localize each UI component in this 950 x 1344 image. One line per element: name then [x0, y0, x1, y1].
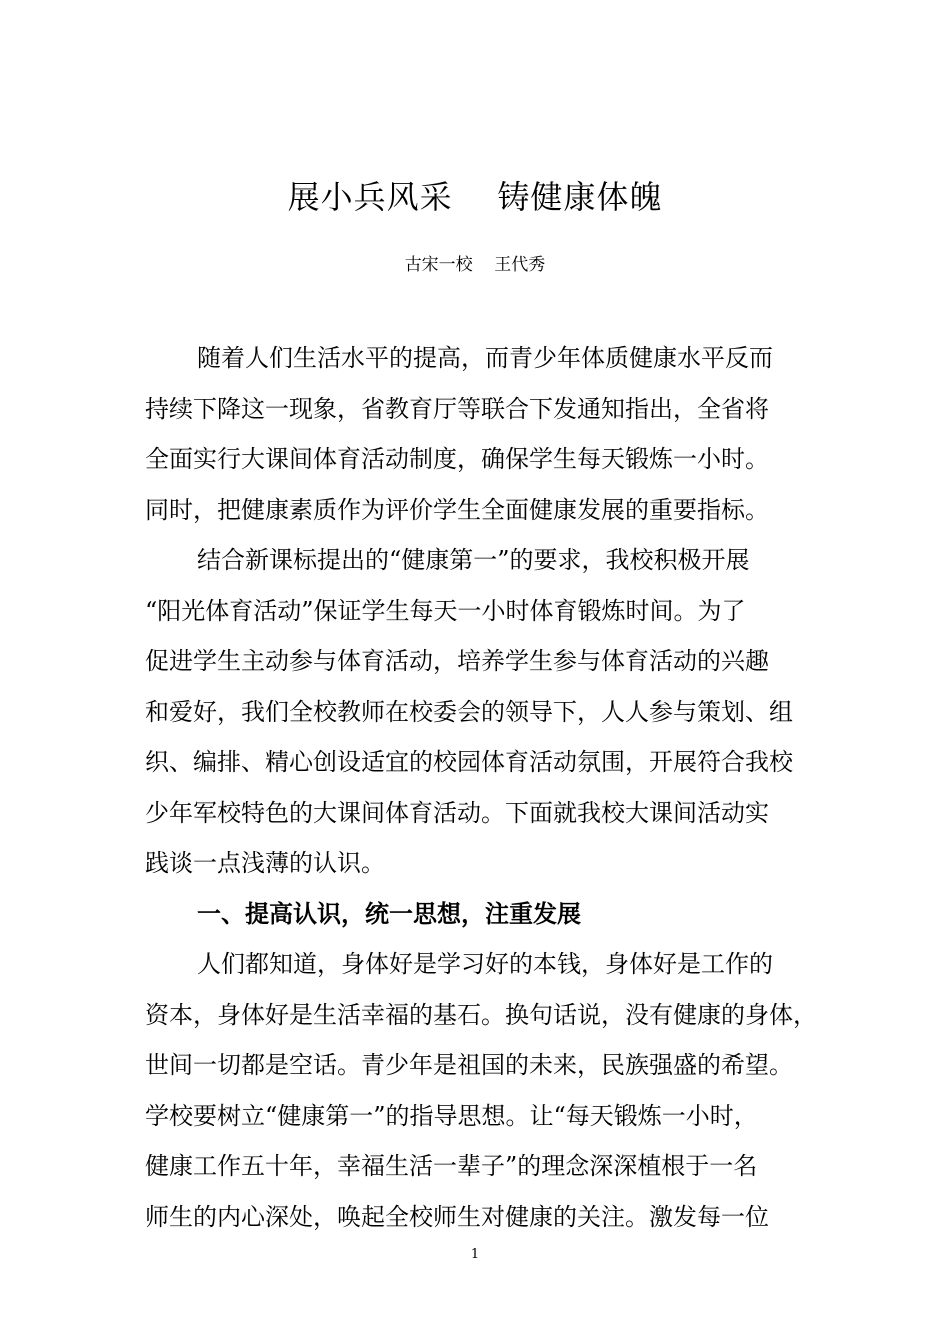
section-heading: 一、提高认识，统一思想，注重发展	[197, 899, 581, 928]
paragraph-line: 同时，把健康素质作为评价学生全面健康发展的重要指标。	[145, 495, 769, 524]
paragraph-line: 和爱好，我们全校教师在校委会的领导下，人人参与策划、组	[145, 697, 793, 726]
paragraph-line: 学校要树立“健康第一”的指导思想。让“每天锻炼一小时，	[145, 1101, 758, 1130]
paragraph-line: 全面实行大课间体育活动制度，确保学生每天锻炼一小时。	[145, 445, 769, 473]
paragraph-line: 师生的内心深处，唤起全校师生对健康的关注。激发每一位	[145, 1202, 769, 1231]
paragraph-line: 人们都知道，身体好是学习好的本钱，身体好是工作的	[197, 950, 773, 978]
page-number: 1	[470, 1247, 480, 1262]
paragraph-line: “阳光体育活动”保证学生每天一小时体育锻炼时间。为了	[145, 596, 746, 625]
paragraph-line: 践谈一点浅薄的认识。	[145, 849, 385, 877]
paragraph-line: 少年军校特色的大课间体育活动。下面就我校大课间活动实	[145, 798, 769, 827]
paragraph-line: 健康工作五十年，幸福生活一辈子”的理念深深植根于一名	[145, 1152, 758, 1180]
paragraph-line: 促进学生主动参与体育活动，培养学生参与体育活动的兴趣	[145, 647, 769, 675]
paragraph-line: 织、编排、精心创设适宜的校园体育活动氛围，开展符合我校	[145, 748, 793, 776]
paragraph-line: 世间一切都是空话。青少年是祖国的未来，民族强盛的希望。	[145, 1051, 793, 1079]
body-text	[145, 333, 817, 1242]
paragraph-line: 资本，身体好是生活幸福的基石。换句话说，没有健康的身体，	[145, 1000, 817, 1029]
paragraph-line: 随着人们生活水平的提高，而青少年体质健康水平反而	[197, 344, 773, 372]
paragraph-line: 结合新课标提出的“健康第一”的要求，我校积极开展	[197, 546, 750, 574]
document-title: 展小兵风采 铸健康体魄	[287, 178, 663, 216]
paragraph-line: 持续下降这一现象，省教育厅等联合下发通知指出，全省将	[145, 394, 769, 423]
author-line: 古宋一校 王代秀	[404, 255, 546, 275]
